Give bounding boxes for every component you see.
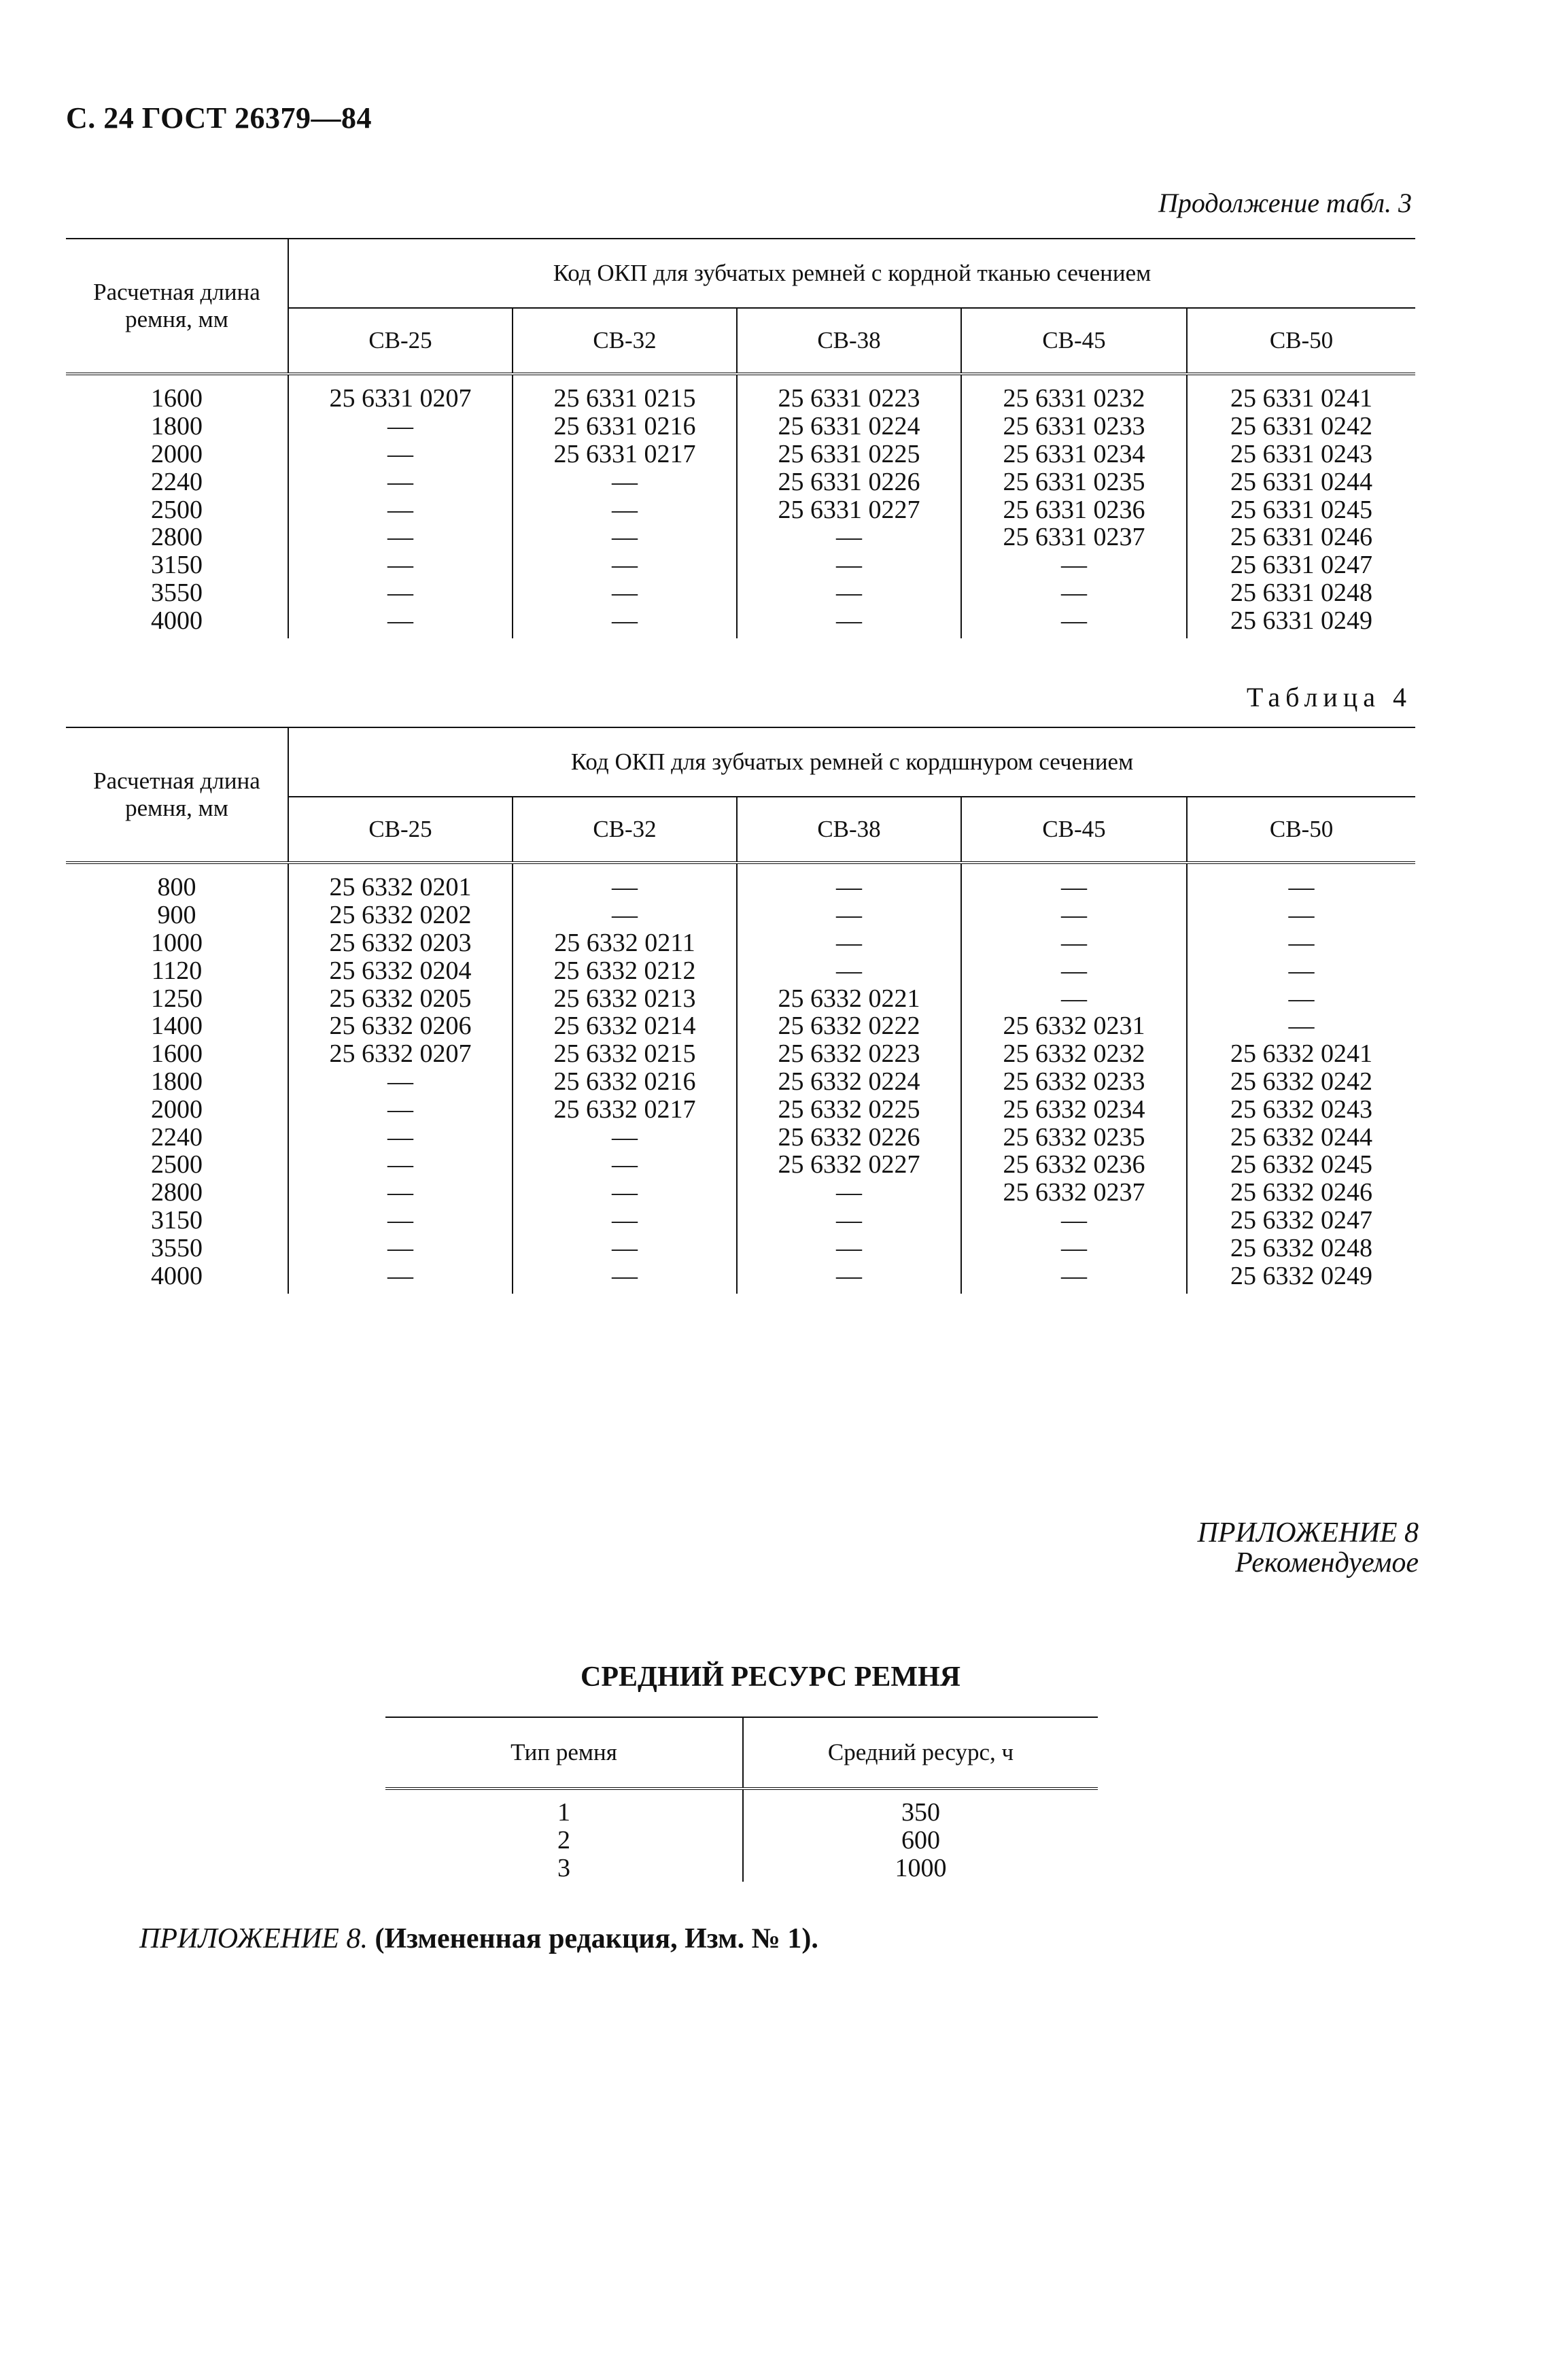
table4-cell-length: 2800 — [151, 1178, 203, 1207]
table4-cell: 25 6332 0216 — [513, 1068, 737, 1096]
table4-cell: 25 6332 0222 — [737, 1012, 961, 1040]
table4-cell: 25 6332 0224 — [737, 1068, 961, 1096]
table3-cell: 25 6331 0215 — [513, 374, 737, 413]
table4-cell: — — [1187, 1012, 1415, 1040]
resource-header-hours: Средний ресурс, ч — [743, 1717, 1098, 1789]
table4-cell: — — [288, 1123, 513, 1151]
table4-cell-length: 900 — [157, 901, 196, 930]
table3-cell-length: 2800 — [151, 523, 203, 552]
table3-cell: — — [288, 606, 513, 638]
table4-cell: — — [1187, 901, 1415, 929]
table4-cell-length: 2000 — [151, 1094, 203, 1124]
table4-cell: 25 6332 0214 — [513, 1012, 737, 1040]
table4-cell: 25 6332 0213 — [513, 984, 737, 1012]
table3-cell: — — [513, 606, 737, 638]
table4-cell: — — [737, 863, 961, 901]
table3-row — [66, 441, 1415, 468]
table3-cell: — — [737, 523, 961, 551]
table4-cell: 25 6332 0249 — [1187, 1262, 1415, 1294]
table4-cell: — — [288, 1262, 513, 1294]
table3-row — [66, 579, 1415, 607]
table4-cell-length: 3550 — [151, 1233, 203, 1262]
table3-cell: — — [961, 579, 1187, 607]
resource-cell-hours: 600 — [743, 1826, 1098, 1854]
table4-row — [66, 901, 1415, 929]
table4-cell: — — [961, 1262, 1187, 1294]
table4-row — [66, 1068, 1415, 1096]
resource-row — [385, 1789, 1098, 1826]
table3-caption: Продолжение табл. 3 — [1158, 188, 1412, 218]
table4-cell: — — [737, 1234, 961, 1262]
table4-row — [66, 863, 1415, 901]
table4-cell: 25 6332 0211 — [513, 929, 737, 957]
table4-section-header: СВ-25 — [288, 797, 513, 863]
table4-cell: — — [288, 1234, 513, 1262]
table3-cell: 25 6331 0245 — [1187, 496, 1415, 523]
table4-cell: 25 6332 0205 — [288, 984, 513, 1012]
resource-cell-hours: 350 — [743, 1789, 1098, 1826]
table3-cell: 25 6331 0224 — [737, 413, 961, 441]
table4-cell-length: 1800 — [151, 1067, 203, 1096]
table4-cell: — — [1187, 984, 1415, 1012]
resource-cell-type: 3 — [557, 1853, 570, 1882]
table4-cell: 25 6332 0234 — [961, 1095, 1187, 1123]
table4-cell-length: 2500 — [151, 1150, 203, 1179]
table3-cell: — — [288, 551, 513, 579]
table4-cell: — — [737, 956, 961, 984]
table3-section-header: СВ-32 — [513, 308, 737, 374]
resource-header-type: Тип ремня — [385, 1717, 743, 1789]
table3-cell-length: 3150 — [151, 551, 203, 580]
table3-row — [66, 606, 1415, 638]
appendix-label-block — [1198, 1518, 1419, 1578]
table4-cell: — — [1187, 863, 1415, 901]
table3-cell: 25 6331 0226 — [737, 468, 961, 496]
table4-cell: — — [961, 1207, 1187, 1235]
table4-cell: — — [288, 1068, 513, 1096]
table3-cell: — — [961, 551, 1187, 579]
table3-cell-length: 2500 — [151, 495, 203, 524]
table4-row — [66, 1012, 1415, 1040]
table4-cell-length: 1600 — [151, 1039, 203, 1069]
table4-cell-length: 3150 — [151, 1205, 203, 1235]
table3-row — [66, 551, 1415, 579]
table3-cell: 25 6331 0234 — [961, 441, 1187, 468]
table4-cell: — — [961, 984, 1187, 1012]
table3-cell: 25 6331 0241 — [1187, 374, 1415, 413]
table3-row — [66, 496, 1415, 523]
table3-section-header: СВ-50 — [1187, 308, 1415, 374]
table4-cell-length: 1400 — [151, 1012, 203, 1041]
resource-row — [385, 1826, 1098, 1854]
table4-group-header: Код ОКП для зубчатых ремней с кордшнуром сечением — [288, 727, 1415, 797]
table3-cell: 25 6331 0236 — [961, 496, 1187, 523]
table3-cell-length: 1600 — [151, 384, 203, 413]
table4-row — [66, 1040, 1415, 1068]
table4-cell: — — [1187, 956, 1415, 984]
table4-cell: 25 6332 0241 — [1187, 1040, 1415, 1068]
amendment-note — [139, 1922, 818, 1955]
table4-cell: — — [961, 1234, 1187, 1262]
table3-cell-length: 2240 — [151, 467, 203, 496]
table3-cell: 25 6331 0232 — [961, 374, 1187, 413]
table3-cell: — — [737, 551, 961, 579]
table3-cell-length: 3550 — [151, 578, 203, 607]
table3-cell: — — [961, 606, 1187, 638]
table3-cell: 25 6331 0244 — [1187, 468, 1415, 496]
table4-cell: 25 6332 0227 — [737, 1151, 961, 1179]
table4-row — [66, 1151, 1415, 1179]
table4-cell-length: 1250 — [151, 984, 203, 1013]
table4-cell: 25 6332 0215 — [513, 1040, 737, 1068]
table4-section-header: СВ-50 — [1187, 797, 1415, 863]
table4-cell-length: 1120 — [151, 956, 203, 985]
table4-cell: 25 6332 0242 — [1187, 1068, 1415, 1096]
table4-section-header: СВ-45 — [961, 797, 1187, 863]
table3-row — [66, 468, 1415, 496]
table4-row — [66, 956, 1415, 984]
resource-cell-type: 1 — [557, 1797, 570, 1827]
table4-cell: — — [288, 1095, 513, 1123]
table3-cell: — — [288, 579, 513, 607]
table4-cell: 25 6332 0232 — [961, 1040, 1187, 1068]
table4-cell: 25 6332 0248 — [1187, 1234, 1415, 1262]
table4-cell: — — [288, 1151, 513, 1179]
resource-cell-type: 2 — [557, 1825, 570, 1855]
table4-cell: — — [961, 863, 1187, 901]
table4-cell-length: 2240 — [151, 1122, 203, 1152]
page-header: С. 24 ГОСТ 26379—84 — [66, 101, 373, 135]
table4-row — [66, 1095, 1415, 1123]
table3-cell: 25 6331 0243 — [1187, 441, 1415, 468]
table4-cell: 25 6332 0207 — [288, 1040, 513, 1068]
table3-cell: 25 6331 0227 — [737, 496, 961, 523]
resource-table-body — [385, 1789, 1098, 1882]
table3-cell: — — [513, 551, 737, 579]
table4-cell-length: 1000 — [151, 928, 203, 957]
table4-cell: — — [513, 901, 737, 929]
table3-cell-length: 1800 — [151, 412, 203, 441]
table3-cell: 25 6331 0242 — [1187, 413, 1415, 441]
table3-cell: — — [288, 496, 513, 523]
table4-cell: 25 6332 0247 — [1187, 1207, 1415, 1235]
table3-cell: 25 6331 0248 — [1187, 579, 1415, 607]
table3-cell: — — [288, 468, 513, 496]
table3-cell: — — [288, 441, 513, 468]
table4-cell-length: 800 — [157, 873, 196, 902]
table3-row — [66, 413, 1415, 441]
table4-cell: — — [288, 1179, 513, 1207]
table4-cell: 25 6332 0212 — [513, 956, 737, 984]
appendix-label: ПРИЛОЖЕНИЕ 8 — [1197, 1517, 1419, 1549]
table4-cell: 25 6332 0225 — [737, 1095, 961, 1123]
table4-cell: — — [1187, 929, 1415, 957]
table4-cell: — — [961, 929, 1187, 957]
table4-cell: 25 6332 0217 — [513, 1095, 737, 1123]
table3-row — [66, 374, 1415, 413]
table3-section-header: СВ-25 — [288, 308, 513, 374]
table3-cell: — — [513, 496, 737, 523]
table3-cell: — — [513, 579, 737, 607]
table3-length-header: Расчетная длина ремня, мм — [66, 239, 288, 374]
table3-cell: 25 6331 0247 — [1187, 551, 1415, 579]
table4-cell: — — [737, 929, 961, 957]
table3-section-header: СВ-45 — [961, 308, 1187, 374]
table4-section-header: СВ-38 — [737, 797, 961, 863]
table3-cell: — — [288, 413, 513, 441]
appendix-status: Рекомендуемое — [1235, 1547, 1419, 1579]
table4-cell: — — [513, 1179, 737, 1207]
table4-row — [66, 929, 1415, 957]
table4-cell: 25 6332 0201 — [288, 863, 513, 901]
table3-cell: 25 6331 0246 — [1187, 523, 1415, 551]
table4-cell: 25 6332 0235 — [961, 1123, 1187, 1151]
table4-cell: — — [513, 1207, 737, 1235]
table4-cell: — — [737, 1179, 961, 1207]
table4-length-header: Расчетная длина ремня, мм — [66, 727, 288, 863]
table4-cell: — — [288, 1207, 513, 1235]
resource-cell-hours: 1000 — [743, 1854, 1098, 1882]
table4-row — [66, 1262, 1415, 1294]
table4 — [66, 727, 1415, 1294]
table3-cell: — — [737, 606, 961, 638]
table3-cell: 25 6331 0225 — [737, 441, 961, 468]
table4-cell: 25 6332 0236 — [961, 1151, 1187, 1179]
table4-cell: — — [961, 901, 1187, 929]
table4-row — [66, 984, 1415, 1012]
table3-cell: — — [737, 579, 961, 607]
table3-cell: — — [513, 523, 737, 551]
table4-cell: 25 6332 0246 — [1187, 1179, 1415, 1207]
table4-cell: — — [513, 1234, 737, 1262]
table4-cell: 25 6332 0204 — [288, 956, 513, 984]
table4-cell: 25 6332 0202 — [288, 901, 513, 929]
resource-table-title: СРЕДНИЙ РЕСУРС РЕМНЯ — [581, 1661, 960, 1693]
amendment-label: ПРИЛОЖЕНИЕ 8. — [139, 1923, 368, 1954]
table3-cell: 25 6331 0237 — [961, 523, 1187, 551]
table4-cell: — — [513, 1151, 737, 1179]
table3-body — [66, 374, 1415, 638]
table4-cell: 25 6332 0245 — [1187, 1151, 1415, 1179]
table4-cell: 25 6332 0206 — [288, 1012, 513, 1040]
table3-cell: 25 6331 0217 — [513, 441, 737, 468]
table3-cell: 25 6331 0216 — [513, 413, 737, 441]
table3-cell: 25 6331 0207 — [288, 374, 513, 413]
table4-cell: 25 6332 0243 — [1187, 1095, 1415, 1123]
table3-cell-length: 2000 — [151, 439, 203, 468]
table4-cell: 25 6332 0203 — [288, 929, 513, 957]
table4-cell: — — [961, 956, 1187, 984]
table4-cell: — — [737, 1207, 961, 1235]
table4-cell: 25 6332 0244 — [1187, 1123, 1415, 1151]
resource-table — [385, 1717, 1098, 1882]
table3-cell-length: 4000 — [151, 606, 203, 635]
table4-cell: — — [513, 863, 737, 901]
table3-section-header: СВ-38 — [737, 308, 961, 374]
table4-row — [66, 1234, 1415, 1262]
table3-cell: 25 6331 0233 — [961, 413, 1187, 441]
table4-row — [66, 1179, 1415, 1207]
table4-cell: — — [513, 1123, 737, 1151]
table3-cell: 25 6331 0235 — [961, 468, 1187, 496]
table4-row — [66, 1207, 1415, 1235]
table4-cell: 25 6332 0226 — [737, 1123, 961, 1151]
table3-cell: — — [288, 523, 513, 551]
table3-cell: 25 6331 0249 — [1187, 606, 1415, 638]
table4-caption: Таблица 4 — [1246, 682, 1412, 712]
table3-group-header: Код ОКП для зубчатых ремней с кордной тканью сечением — [288, 239, 1415, 308]
table3-cell: — — [513, 468, 737, 496]
amendment-text: (Измененная редакция, Изм. № 1). — [375, 1923, 818, 1954]
table3 — [66, 238, 1415, 638]
resource-row — [385, 1854, 1098, 1882]
table3-cell: 25 6331 0223 — [737, 374, 961, 413]
table4-cell: 25 6332 0221 — [737, 984, 961, 1012]
table4-cell: — — [737, 1262, 961, 1294]
table4-row — [66, 1123, 1415, 1151]
table4-cell: 25 6332 0233 — [961, 1068, 1187, 1096]
table4-cell: — — [513, 1262, 737, 1294]
table4-cell: — — [737, 901, 961, 929]
table4-body — [66, 863, 1415, 1294]
table4-cell: 25 6332 0237 — [961, 1179, 1187, 1207]
table4-cell: 25 6332 0223 — [737, 1040, 961, 1068]
table4-section-header: СВ-32 — [513, 797, 737, 863]
table4-cell-length: 4000 — [151, 1261, 203, 1290]
table4-cell: 25 6332 0231 — [961, 1012, 1187, 1040]
table3-row — [66, 523, 1415, 551]
